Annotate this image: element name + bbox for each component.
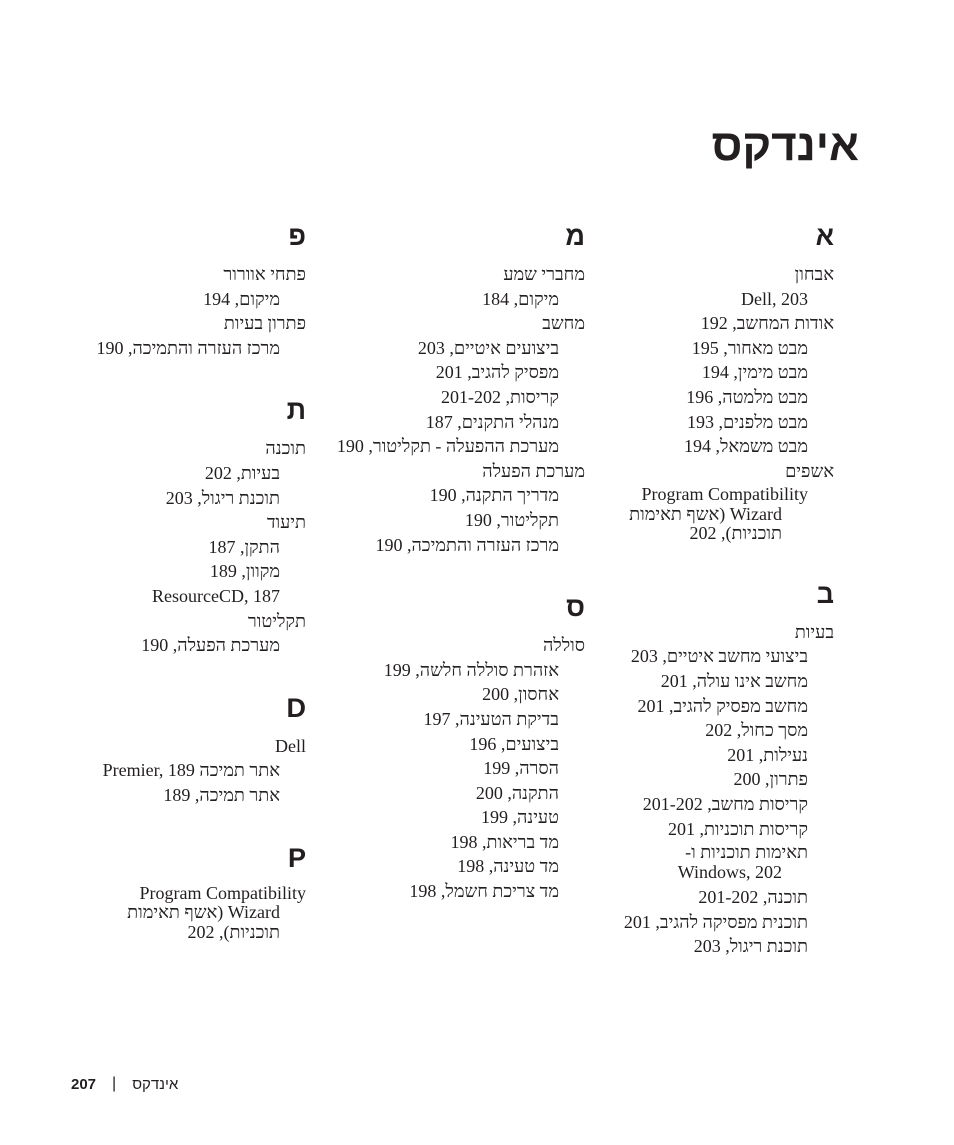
entry-line: Windows, 202 bbox=[677, 861, 782, 882]
entry-line: Program Compatibility bbox=[139, 882, 306, 903]
index-subentry: תוכנה, 201-202 bbox=[698, 887, 808, 908]
index-subentry: טעינה, 199 bbox=[481, 807, 559, 828]
index-subentry: אזהרת סוללה חלשה, 199 bbox=[383, 659, 559, 680]
index-subentry: נעילות, 201 bbox=[727, 744, 808, 765]
section-letter: P bbox=[287, 842, 306, 873]
index-subentry: Dell, 203 bbox=[741, 288, 808, 309]
index-column-3 bbox=[56, 220, 306, 976]
index-subentry: תוכנית מפסיקה להגיב, 201 bbox=[623, 911, 808, 932]
index-subentry: מד טעינה, 198 bbox=[457, 856, 559, 877]
index-subentry: ביצועים, 196 bbox=[469, 733, 559, 754]
index-subentry: מפסיק להגיב, 201 bbox=[435, 362, 559, 383]
index-subentry: פתרון, 200 bbox=[733, 769, 808, 790]
index-subentry: מיקום, 184 bbox=[482, 288, 559, 309]
index-entry: Dell bbox=[275, 735, 306, 756]
index-section bbox=[56, 394, 306, 657]
entry-line: תוכניות), 202 bbox=[187, 921, 280, 942]
index-subentry: תקליטור, 190 bbox=[464, 509, 559, 530]
index-subentry: מבט משמאל, 194 bbox=[683, 436, 808, 457]
index-subentry: מסך כחול, 202 bbox=[705, 720, 808, 741]
index-section bbox=[56, 692, 306, 808]
index-column-2 bbox=[335, 220, 585, 938]
index-entry: תקליטור bbox=[247, 610, 306, 631]
index-section bbox=[335, 220, 585, 557]
index-subentry: מבט מלפנים, 193 bbox=[686, 411, 808, 432]
page-number: 207 bbox=[71, 1075, 97, 1093]
index-subentry: ביצועי מחשב איטיים, 203 bbox=[630, 646, 808, 667]
index-section bbox=[56, 842, 306, 943]
footer-separator: | bbox=[112, 1075, 117, 1092]
index-subentry: מבט מאחור, 195 bbox=[691, 337, 808, 358]
index-subentry: תוכנת ריגול, 203 bbox=[165, 487, 280, 508]
index-subentry: קריסות, 201-202 bbox=[440, 386, 559, 407]
section-letter: מ bbox=[565, 221, 585, 251]
entry-line: Wizard (אשף תאימות bbox=[629, 503, 782, 524]
page-title: אינדקס bbox=[711, 121, 859, 170]
index-subentry: מדריך התקנה, 190 bbox=[429, 485, 559, 506]
entry-line: תוכניות), 202 bbox=[689, 523, 782, 544]
index-entry: מחברי שמע bbox=[503, 264, 585, 284]
entry-line: תאימות תוכניות ו- bbox=[685, 842, 808, 863]
index-subentry: אחסון, 200 bbox=[482, 684, 559, 705]
index-subentry: קריסות תוכניות, 201 bbox=[667, 818, 808, 839]
index-subentry: מערכת הפעלה, 190 bbox=[141, 635, 280, 656]
index-section bbox=[584, 578, 834, 959]
index-entry: סוללה bbox=[542, 635, 585, 656]
index-entry: פתרון בעיות bbox=[223, 313, 306, 334]
index-subentry: התקנה, 200 bbox=[475, 782, 559, 803]
index-subentry: קריסות מחשב, 201-202 bbox=[642, 794, 808, 814]
index-entry: בעיות bbox=[794, 621, 834, 642]
index-section bbox=[584, 220, 834, 544]
index-subentry: מקוון, 189 bbox=[209, 561, 280, 582]
index-entry bbox=[56, 884, 306, 943]
index-entry: פתחי אוורור bbox=[223, 264, 306, 284]
index-subentry: מד צריכת חשמל, 198 bbox=[409, 881, 559, 902]
index-subentry: מחשב מפסיק להגיב, 201 bbox=[637, 695, 808, 716]
index-subentry: מבט מלמטה, 196 bbox=[686, 386, 808, 407]
index-subentry: הסרה, 199 bbox=[483, 758, 559, 779]
index-subentry: התקן, 187 bbox=[208, 536, 280, 557]
index-column-1 bbox=[584, 220, 834, 993]
index-section bbox=[335, 591, 585, 904]
entry-line: Wizard (אשף תאימות bbox=[127, 902, 280, 922]
index-subentry bbox=[584, 485, 834, 544]
index-subentry: בדיקת הטעינה, 197 bbox=[423, 708, 559, 729]
index-entry: אשפים bbox=[785, 460, 834, 481]
index-section bbox=[56, 220, 306, 360]
index-subentry: מד בריאות, 198 bbox=[450, 831, 559, 852]
index-subentry: מערכת ההפעלה - תקליטור, 190 bbox=[336, 436, 559, 457]
section-letter: ת bbox=[286, 395, 306, 426]
index-subentry: מיקום, 194 bbox=[203, 288, 280, 309]
index-subentry: תוכנת ריגול, 203 bbox=[693, 936, 808, 957]
index-subentry: בעיות, 202 bbox=[204, 462, 280, 483]
index-subentry: מנהלי התקנים, 187 bbox=[425, 411, 559, 432]
index-subentry: אתר תמיכה Premier, 189 bbox=[102, 760, 280, 781]
index-subentry bbox=[584, 843, 834, 882]
index-subentry: מרכז העזרה והתמיכה, 190 bbox=[96, 337, 280, 358]
index-subentry: מחשב אינו עולה, 201 bbox=[660, 671, 808, 692]
index-entry: מחשב bbox=[542, 313, 585, 334]
index-subentry: ביצועים איטיים, 203 bbox=[417, 337, 559, 358]
index-subentry: ResourceCD, 187 bbox=[152, 585, 280, 606]
page-footer bbox=[71, 1075, 178, 1093]
entry-line: Program Compatibility bbox=[641, 484, 808, 505]
index-entry: תיעוד bbox=[266, 512, 306, 533]
section-letter: פ bbox=[288, 221, 306, 251]
index-entry: מערכת הפעלה bbox=[482, 460, 585, 481]
section-letter: א bbox=[815, 221, 834, 251]
section-letter: ב bbox=[816, 578, 834, 609]
index-subentry: אתר תמיכה, 189 bbox=[163, 784, 280, 805]
section-letter: D bbox=[286, 692, 306, 723]
footer-label: אינדקס bbox=[132, 1075, 179, 1093]
index-entry: תוכנה bbox=[265, 438, 306, 459]
index-subentry: מבט מימין, 194 bbox=[701, 362, 808, 383]
index-entry: אבחון bbox=[794, 264, 834, 284]
index-entry: אודות המחשב, 192 bbox=[700, 313, 834, 334]
index-subentry: מרכז העזרה והתמיכה, 190 bbox=[375, 534, 559, 555]
section-letter: ס bbox=[566, 592, 585, 623]
